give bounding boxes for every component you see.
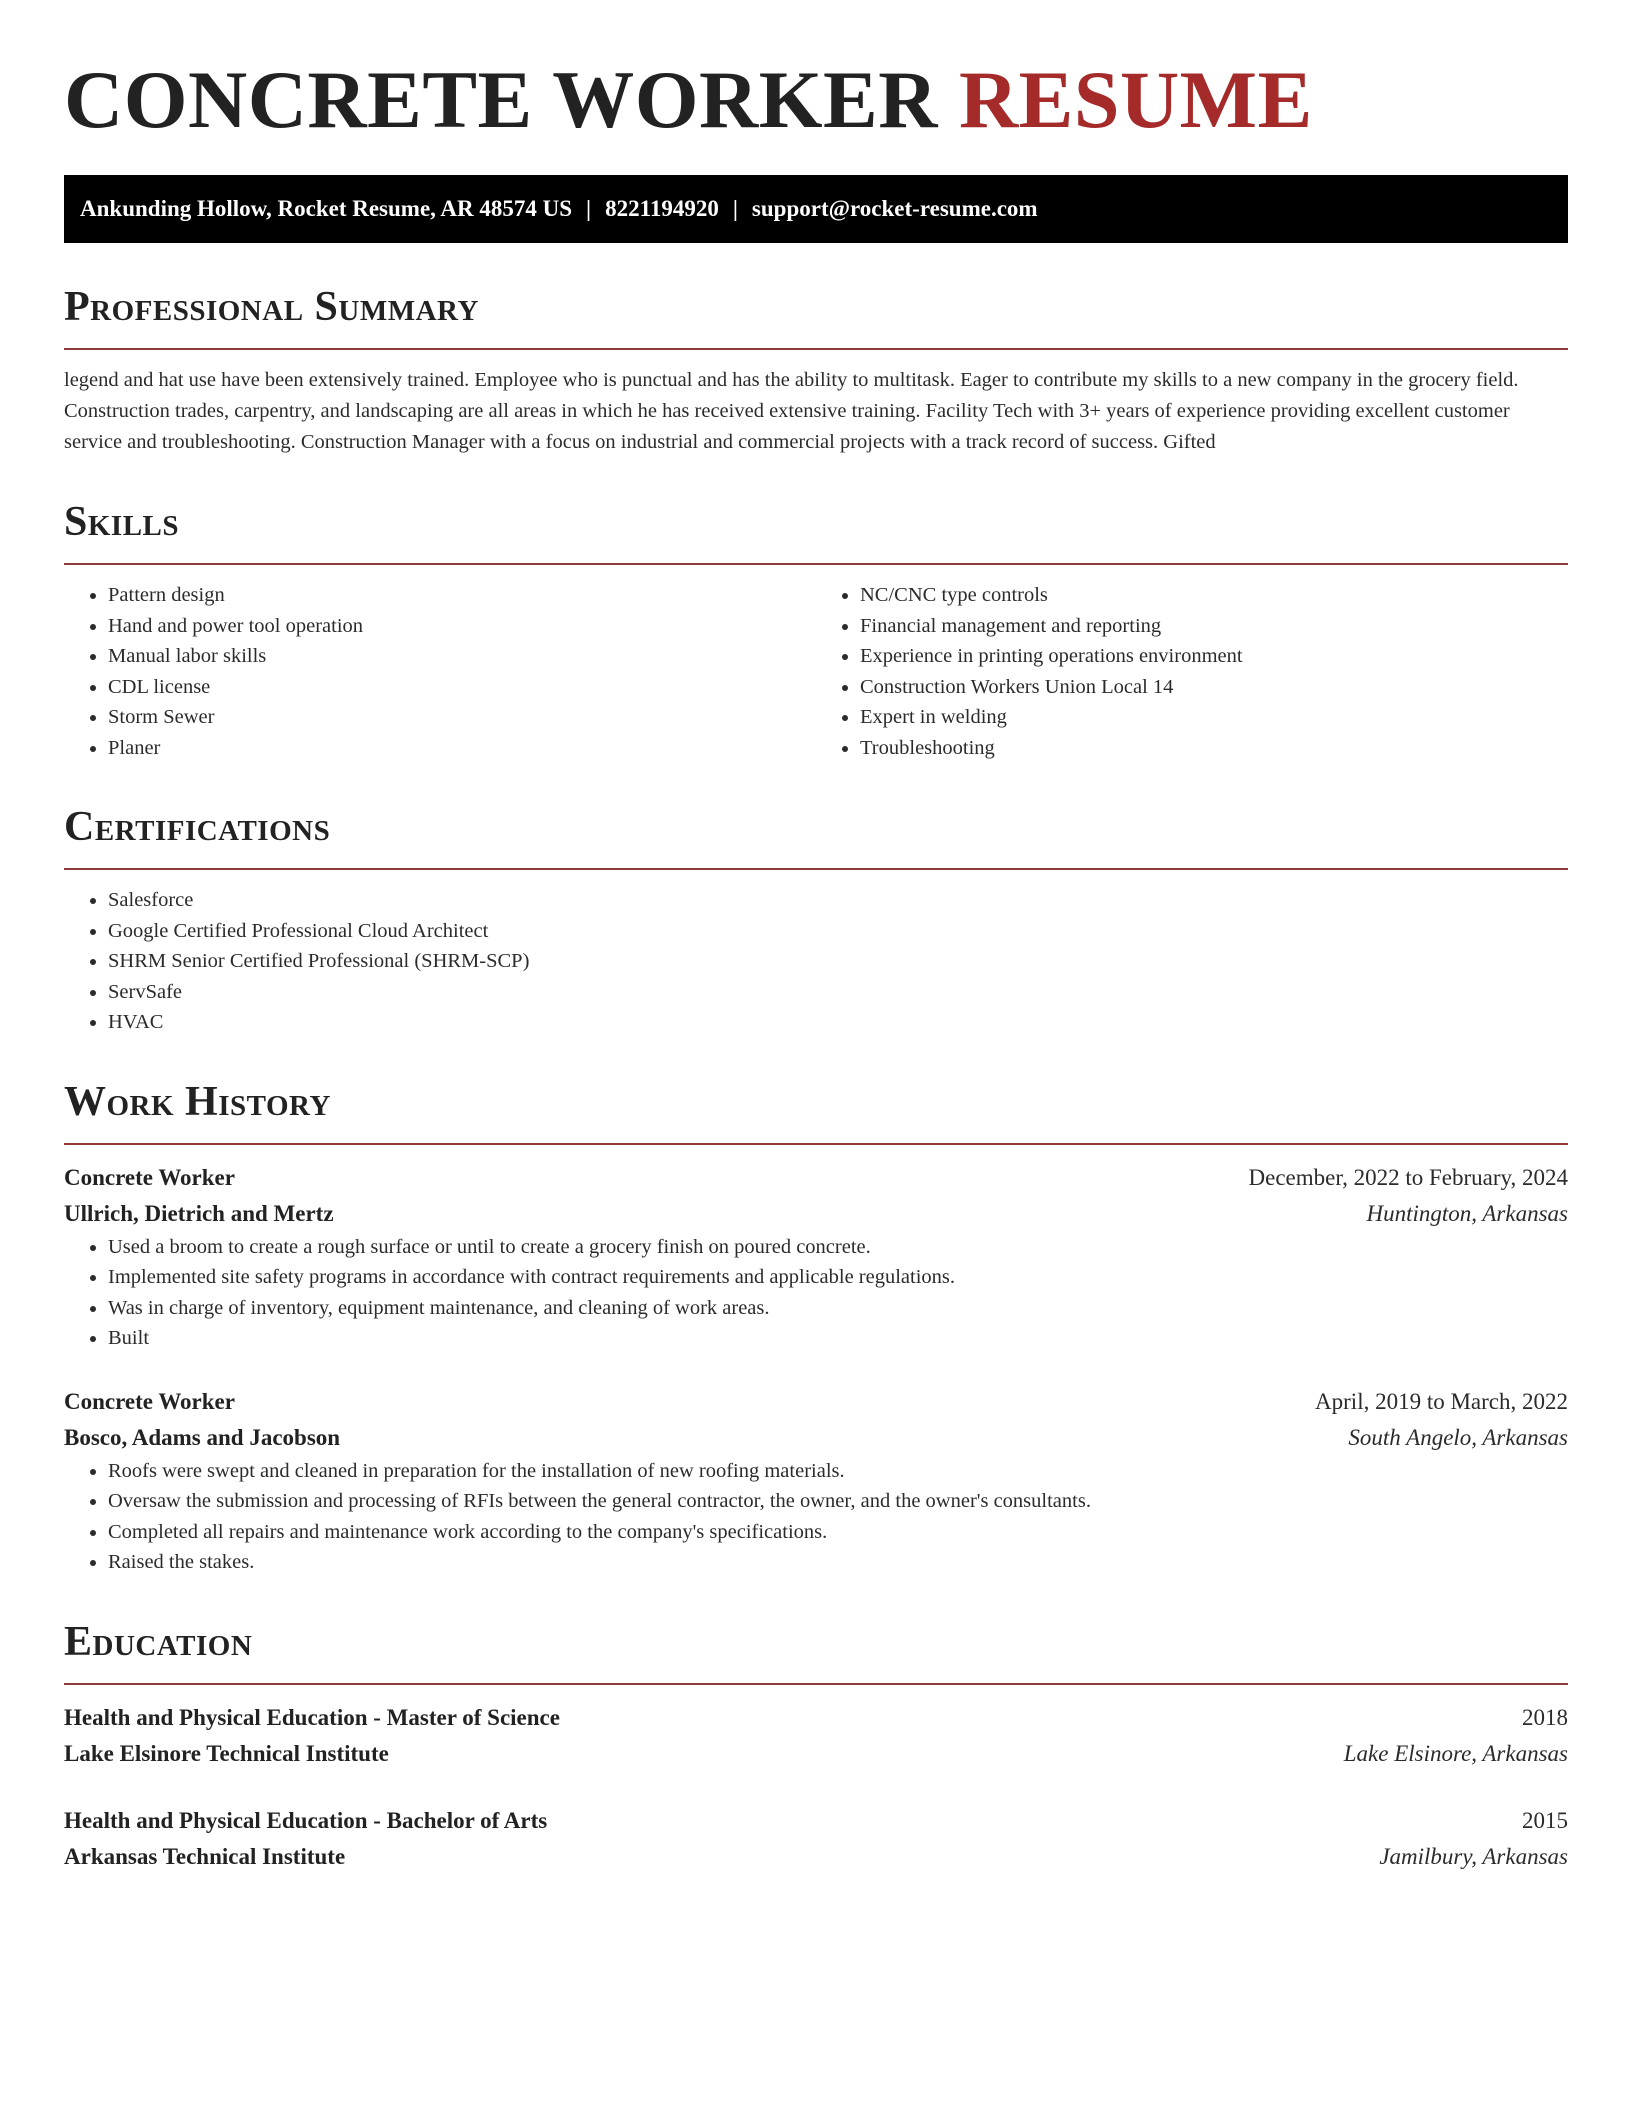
certification-item: • HVAC	[108, 1007, 1568, 1038]
skills-columns	[64, 580, 1568, 763]
work-history-heading: Work History	[64, 1078, 331, 1125]
skills-section	[64, 500, 1568, 763]
job-entry	[64, 1160, 1568, 1354]
education-degree: Health and Physical Education - Master of Science	[64, 1704, 560, 1730]
section-divider	[64, 348, 1568, 350]
job-title: Concrete Worker	[64, 1388, 235, 1414]
job-duty: • Raised the stakes.	[108, 1547, 1568, 1578]
education-year: 2015	[1522, 1807, 1568, 1833]
certifications-list	[64, 885, 1568, 1038]
education-entry	[64, 1700, 1568, 1772]
education-location: Lake Elsinore, Arkansas	[1343, 1740, 1568, 1766]
education-location: Jamilbury, Arkansas	[1379, 1843, 1568, 1869]
job-duty: • Oversaw the submission and processing of RFIs between the general contractor, the owner, and the owner's consultants.	[108, 1486, 1568, 1517]
education-school: Arkansas Technical Institute	[64, 1843, 346, 1869]
contact-separator: |	[586, 196, 592, 221]
certification-item: • SHRM Senior Certified Professional (SHRM-SCP)	[108, 946, 1568, 977]
job-company: Bosco, Adams and Jacobson	[64, 1424, 341, 1450]
contact-bar	[64, 175, 1568, 243]
skill-item: • Pattern design	[108, 580, 816, 611]
title-accent: RESUME	[958, 54, 1313, 145]
section-divider	[64, 563, 1568, 565]
education-section	[64, 1620, 1568, 1875]
certifications-section	[64, 805, 1568, 1038]
job-company-row	[64, 1196, 1568, 1232]
job-duty: • Implemented site safety programs in accordance with contract requirements and applicable regulations.	[108, 1262, 1568, 1293]
certification-item: • ServSafe	[108, 977, 1568, 1008]
skill-item: • Expert in welding	[860, 702, 1568, 733]
summary-section	[64, 285, 1568, 458]
job-dates: December, 2022 to February, 2024	[1248, 1164, 1568, 1190]
skill-item: • Planer	[108, 733, 816, 764]
skill-item: • Troubleshooting	[860, 733, 1568, 764]
job-duties	[64, 1232, 1568, 1354]
job-header-row	[64, 1384, 1568, 1420]
section-divider	[64, 1683, 1568, 1685]
contact-email: support@rocket-resume.com	[751, 196, 1038, 221]
job-duty: • Used a broom to create a rough surface or until to create a grocery finish on poured concrete.	[108, 1232, 1568, 1263]
work-history-section	[64, 1080, 1568, 1578]
job-company: Ullrich, Dietrich and Mertz	[64, 1200, 334, 1226]
education-heading: Education	[64, 1618, 253, 1665]
resume-title	[64, 0, 1568, 144]
skill-item: • Experience in printing operations environment	[860, 641, 1568, 672]
education-year: 2018	[1522, 1704, 1568, 1730]
section-divider	[64, 868, 1568, 870]
certifications-heading: Certifications	[64, 804, 331, 850]
job-entry	[64, 1384, 1568, 1578]
education-degree-row	[64, 1700, 1568, 1736]
certification-item: • Salesforce	[108, 885, 1568, 916]
contact-separator: |	[732, 196, 738, 221]
title-main: CONCRETE WORKER	[64, 54, 938, 145]
job-duty: • Was in charge of inventory, equipment maintenance, and cleaning of work areas.	[108, 1293, 1568, 1324]
skill-item: • Hand and power tool operation	[108, 611, 816, 642]
job-duty: • Roofs were swept and cleaned in preparation for the installation of new roofing materials.	[108, 1456, 1568, 1487]
job-duty: • Completed all repairs and maintenance work according to the company's specifications.	[108, 1517, 1568, 1548]
summary-text: legend and hat use have been extensively trained. Employee who is punctual and has the ability to multitask. Eager to contribute my skills to a new company in the grocery field. Construction trades, carpentry, and landscaping are all areas in which he has received extensive training. Facility Tech with 3+ years of experience providing excellent customer service and troubleshooting. Construction Manager with a focus on industrial and commercial projects with a track record of success. Gifted	[64, 369, 1519, 453]
job-company-row	[64, 1420, 1568, 1456]
skills-heading: Skills	[64, 499, 180, 545]
job-duties	[64, 1456, 1568, 1578]
job-duty: • Built	[108, 1323, 1568, 1354]
contact-address: Ankunding Hollow, Rocket Resume, AR 48574 US	[80, 196, 573, 221]
contact-phone: 8221194920	[605, 196, 719, 221]
skill-item: • NC/CNC type controls	[860, 580, 1568, 611]
education-degree-row	[64, 1803, 1568, 1839]
skills-list-right	[816, 580, 1568, 763]
section-divider	[64, 1143, 1568, 1145]
skill-item: • CDL license	[108, 672, 816, 703]
certification-item: • Google Certified Professional Cloud Architect	[108, 916, 1568, 947]
skill-item: • Manual labor skills	[108, 641, 816, 672]
education-school: Lake Elsinore Technical Institute	[64, 1740, 389, 1766]
education-school-row	[64, 1839, 1568, 1875]
summary-heading: Professional Summary	[64, 284, 479, 330]
skill-item: • Construction Workers Union Local 14	[860, 672, 1568, 703]
job-location: Huntington, Arkansas	[1366, 1200, 1568, 1226]
job-dates: April, 2019 to March, 2022	[1315, 1388, 1568, 1414]
job-header-row	[64, 1160, 1568, 1196]
skills-list-left	[64, 580, 816, 763]
skill-item: • Storm Sewer	[108, 702, 816, 733]
skill-item: • Financial management and reporting	[860, 611, 1568, 642]
education-entry	[64, 1803, 1568, 1875]
education-degree: Health and Physical Education - Bachelor of Arts	[64, 1807, 548, 1833]
education-school-row	[64, 1736, 1568, 1772]
job-title: Concrete Worker	[64, 1164, 235, 1190]
job-location: South Angelo, Arkansas	[1348, 1424, 1568, 1450]
